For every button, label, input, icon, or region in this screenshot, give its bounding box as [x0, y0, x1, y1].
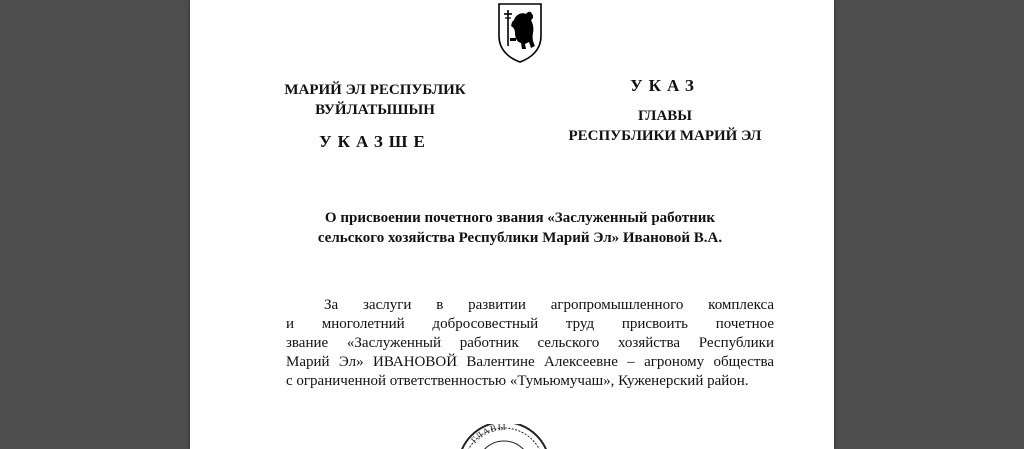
header-right-line1: ГЛАВЫ	[637, 108, 693, 124]
body-line: и многолетний добросовестный труд присвоить почетное	[286, 316, 774, 332]
header-right-line2: РЕСПУБЛИКИ МАРИЙ ЭЛ	[568, 128, 762, 144]
header-right-title: УКАЗ	[630, 76, 700, 95]
decree-title-line1: О присвоении почетного звания «Заслуженный работник	[324, 210, 716, 226]
decree-title-line2: сельского хозяйства Республики Марий Эл» Ивановой В.А.	[317, 230, 723, 246]
header-left-line1: МАРИЙ ЭЛ РЕСПУБЛИК	[284, 82, 466, 98]
svg-text:ГЛАВЫ	[469, 424, 507, 445]
document-page	[190, 0, 834, 449]
body-line: Марий Эл» ИВАНОВОЙ Валентине Алексеевне – агроному общества	[286, 354, 774, 370]
header-left-title: УКАЗШЕ	[319, 132, 431, 151]
body-line: с ограниченной ответственностью «Тумьюмучаш», Куженерский район.	[286, 373, 749, 389]
decree-title	[250, 208, 790, 248]
body-line: звание «Заслуженный работник сельского хозяйства Республики	[286, 335, 774, 351]
decree-body	[286, 296, 774, 391]
body-line: За заслуги в развитии агропромышленного комплекса	[324, 297, 774, 313]
header-right-block	[540, 76, 790, 146]
official-seal-stamp-icon	[452, 424, 556, 449]
header-left-line2: ВУЙЛАТЫШЫН	[315, 102, 435, 118]
mari-el-coat-of-arms-icon	[496, 2, 544, 64]
seal-text: ГЛАВЫ	[468, 424, 507, 446]
header-left-block	[250, 80, 500, 152]
